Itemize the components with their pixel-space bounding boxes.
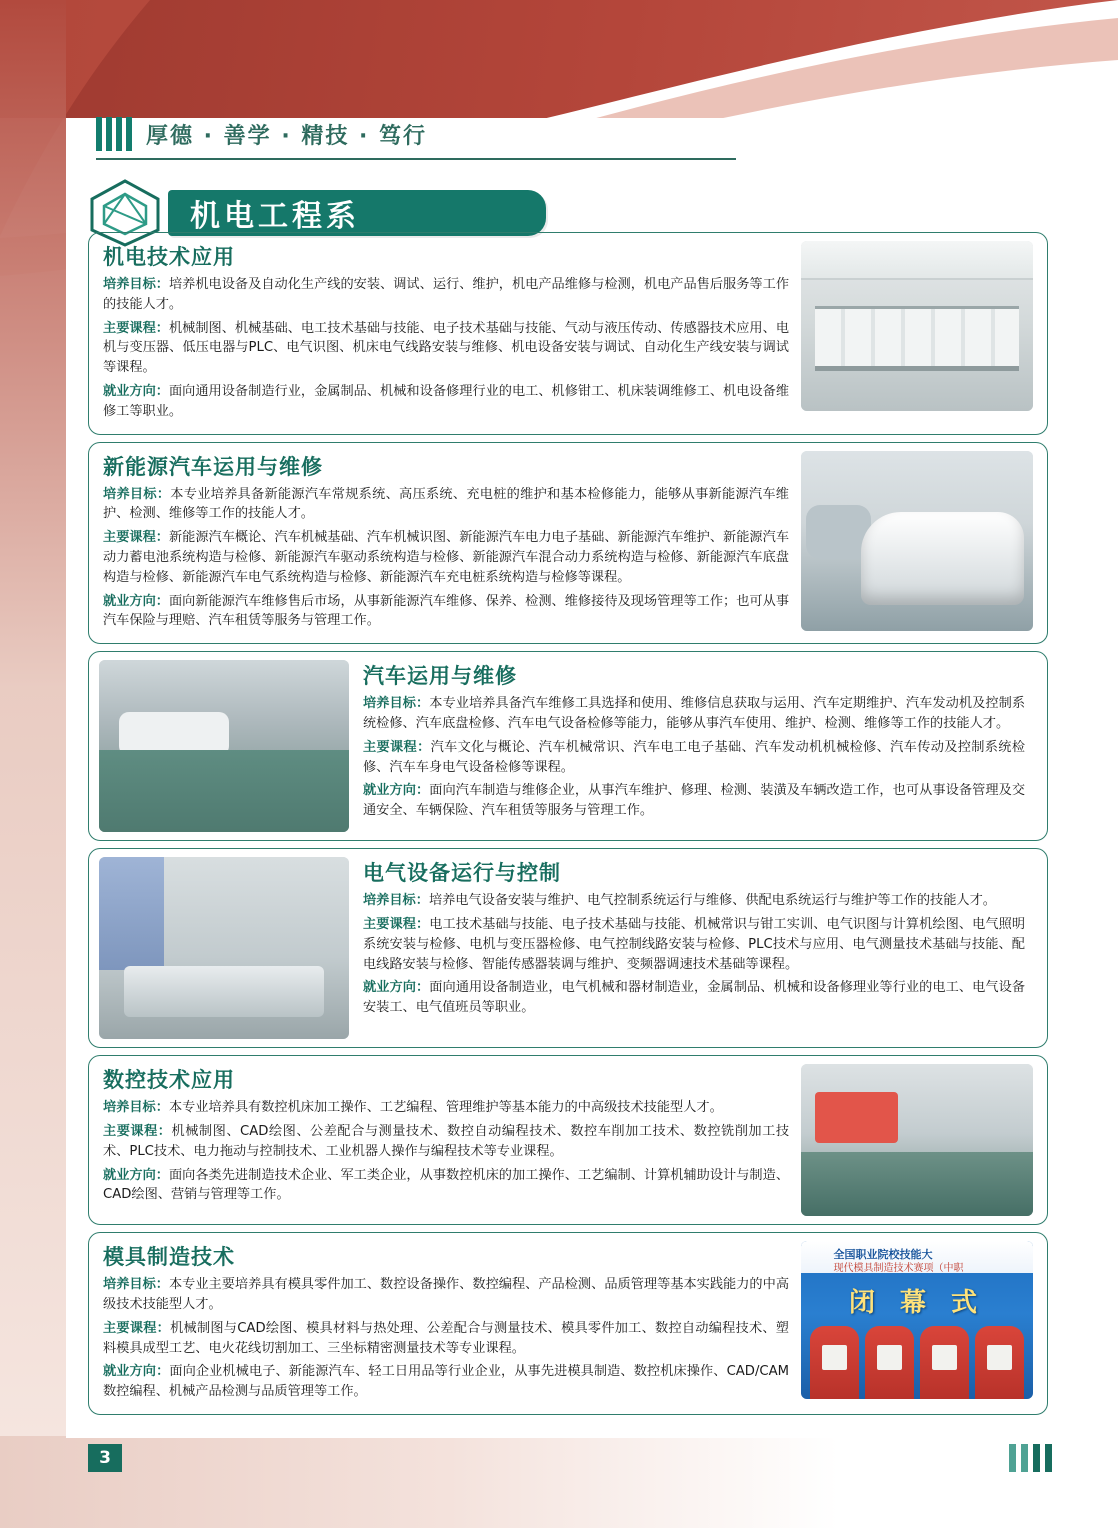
photo-cnc-workshop [801,1064,1033,1216]
label-courses: 主要课程： [363,916,430,932]
program-jobs [103,1166,789,1206]
program-courses-text: 机械制图、CAD绘图、公差配合与测量技术、数控自动编程技术、数控车削加工技术、数控铣削加工技术、PLC技术、电力拖动与控制技术、工业机器人操作与编程技术等专业课程。 [103,1123,790,1159]
program-courses-text: 电工技术基础与技能、电子技术基础与技能、机械常识与钳工实训、电气识图与计算机绘图、电气照明系统安装与检修、电机与变压器检修、电气控制线路安装与检修、PLC技术与应用、电气测量技术基础与技能、配电线路安装与检修、智能传感器装调与维护、变频器调速技术基础等课程。 [363,916,1026,972]
program-courses-text: 机械制图与CAD绘图、模具材料与热处理、公差配合与测量技术、模具零件加工、数控自动编程技术、塑料模具成型工艺、电火花线切割加工、三坐标精密测量技术等专业课程。 [103,1320,789,1356]
program-jobs-text: 面向通用设备制造行业，金属制品、机械和设备修理行业的电工、机修钳工、机床装调维修工、机电设备维修工等职业。 [103,383,790,419]
program-block [88,442,1048,645]
program-jobs [103,382,789,422]
program-block [88,848,1048,1048]
programs-container [88,232,1048,1422]
label-jobs: 就业方向： [363,980,430,996]
program-title: 机电技术应用 [103,245,235,269]
program-goal [103,1098,789,1118]
motto-block [96,117,427,151]
program-title: 汽车运用与维修 [363,664,517,689]
program-courses [103,1319,789,1359]
competition-subtitle: 现代模具制造技术赛项（中职 [833,1262,964,1274]
program-jobs-text: 面向各类先进制造技术企业、军工类企业，从事数控机床的加工操作、工艺编制、计算机辅助设计与制造、CAD绘图、营销与管理等工作。 [103,1167,790,1203]
program-block [88,1055,1048,1225]
program-jobs-text: 面向新能源汽车维修售后市场，从事新能源汽车维修、保养、检测、维修接待及现场管理等工作；也可从事汽车保险与理赔、汽车租赁等服务与管理工作。 [103,593,790,629]
program-courses [103,1122,789,1162]
program-goal [103,485,789,525]
label-goal: 培养目标： [103,277,169,292]
footer-decoration [0,1436,1118,1528]
label-goal: 培养目标： [363,893,429,909]
program-photo [801,1241,1033,1399]
program-goal [363,694,1025,734]
label-goal: 培养目标： [103,1277,169,1293]
motto-bars-icon [96,117,132,151]
program-courses [363,915,1025,974]
program-jobs [363,978,1025,1018]
label-goal: 培养目标： [363,696,430,712]
program-goal-text: 本专业培养具备新能源汽车常规系统、高压系统、充电桩的维护和基本检修能力，能够从事新能源汽车维护、检测、维修等工作的技能人才。 [103,486,789,522]
program-photo [801,451,1033,631]
program-courses [363,738,1025,778]
program-photo [801,241,1033,411]
label-jobs: 就业方向： [363,783,430,799]
label-goal: 培养目标： [103,486,171,502]
photo-new-energy-vehicle [801,451,1033,631]
program-goal-text: 培养电气设备安装与维护、电气控制系统运行与维修、供配电系统运行与维护等工作的技能人才。 [428,893,996,909]
footer-bars-icon [1009,1444,1052,1472]
photo-auto-repair-workshop [99,660,349,832]
department-title-ribbon [168,190,546,236]
program-courses-text: 新能源汽车概论、汽车机械基础、汽车机械识图、新能源汽车电力电子基础、新能源汽车维护、新能源汽车动力蓄电池系统构造与检修、新能源汽车驱动系统构造与检修、新能源汽车混合动力系统构造与检修、新能源汽车底盘构造与检修、新能源汽车电气系统构造与检修、新能源汽车充电桩系统构造与检修等课程。 [103,530,790,585]
label-courses: 主要课程： [103,1320,171,1336]
program-goal [103,1275,789,1315]
program-photo [99,660,349,832]
program-photo [801,1064,1033,1216]
program-title: 数控技术应用 [103,1068,235,1093]
program-goal-text: 培养机电设备及自动化生产线的安装、调试、运行、维护，机电产品维修与检测，机电产品售后服务等工作的技能人才。 [103,277,790,312]
program-courses-text: 机械制图、机械基础、电工技术基础与技能、电子技术基础与技能、气动与液压传动、传感器技术应用、电机与变压器、低压电器与PLC、电气识图、机床电气线路安装与维修、机电设备安装与调试、自动化生产线安装与调试等课程。 [103,320,790,376]
program-block [88,232,1048,435]
program-jobs [363,781,1025,821]
program-photo [99,857,349,1039]
program-title: 新能源汽车运用与维修 [103,454,323,479]
label-jobs: 就业方向： [103,1167,169,1183]
competition-title: 全国职业院校技能大 [833,1248,933,1262]
label-courses: 主要课程： [103,320,169,336]
program-goal [103,275,789,315]
photo-skills-competition-ceremony [801,1241,1033,1399]
competition-banner [801,1241,1033,1273]
program-goal [363,891,1025,911]
left-decorative-strip [0,0,66,1528]
program-title: 模具制造技术 [103,1245,235,1270]
label-courses: 主要课程： [363,739,431,755]
program-courses [103,528,789,587]
label-courses: 主要课程： [103,1123,172,1139]
program-title: 电气设备运行与控制 [363,861,561,886]
motto-text: 厚德 · 善学 · 精技 · 笃行 [146,123,428,149]
label-jobs: 就业方向： [103,383,169,399]
program-block [88,651,1048,841]
label-courses: 主要课程： [103,530,169,546]
program-courses [103,319,789,378]
department-title-text: 机电工程系 [190,199,360,234]
program-jobs [103,1362,789,1402]
page-number: 3 [88,1444,122,1472]
program-goal-text: 本专业主要培养具有模具零件加工、数控设备操作、数控编程、产品检测、品质管理等基本实践能力的中高级技术技能型人才。 [103,1277,790,1312]
photo-electromechanical-lab [801,241,1033,411]
label-goal: 培养目标： [103,1100,169,1116]
program-goal-text: 本专业培养具有数控机床加工操作、工艺编程、管理维护等基本能力的中高级技术技能型人才。 [168,1100,723,1116]
program-goal-text: 本专业培养具备汽车维修工具选择和使用、维修信息获取与运用、汽车定期维护、汽车发动机及控制系统检修、汽车底盘检修、汽车电气设备检修等能力，能够从事汽车使用、维护、检测、维修等工作的技能人才。 [363,696,1026,731]
label-jobs: 就业方向： [103,593,169,609]
program-block [88,1232,1048,1415]
motto-divider [96,158,736,160]
ceremony-text: 闭 幕 式 [848,1288,986,1319]
program-jobs-text: 面向汽车制造与维修企业，从事汽车维护、修理、检测、装潢及车辆改造工作，也可从事设备管理及交通安全、车辆保险、汽车租赁等服务与管理工作。 [363,783,1026,819]
photo-industrial-robot-lab [99,857,349,1039]
program-jobs [103,592,789,632]
program-jobs-text: 面向企业机械电子、新能源汽车、轻工日用品等行业企业，从事先进模具制造、数控机床操作、CAD/CAM数控编程、机械产品检测与品质管理等工作。 [103,1364,790,1400]
program-courses-text: 汽车文化与概论、汽车机械常识、汽车电工电子基础、汽车发动机机械检修、汽车传动及控制系统检修、汽车车身电气设备检修等课程。 [363,739,1026,775]
label-jobs: 就业方向： [103,1364,170,1380]
program-jobs-text: 面向通用设备制造业，电气机械和器材制造业，金属制品、机械和设备修理业等行业的电工、电气设备安装工、电气值班员等职业。 [363,980,1026,1016]
award-winners [810,1326,1023,1399]
